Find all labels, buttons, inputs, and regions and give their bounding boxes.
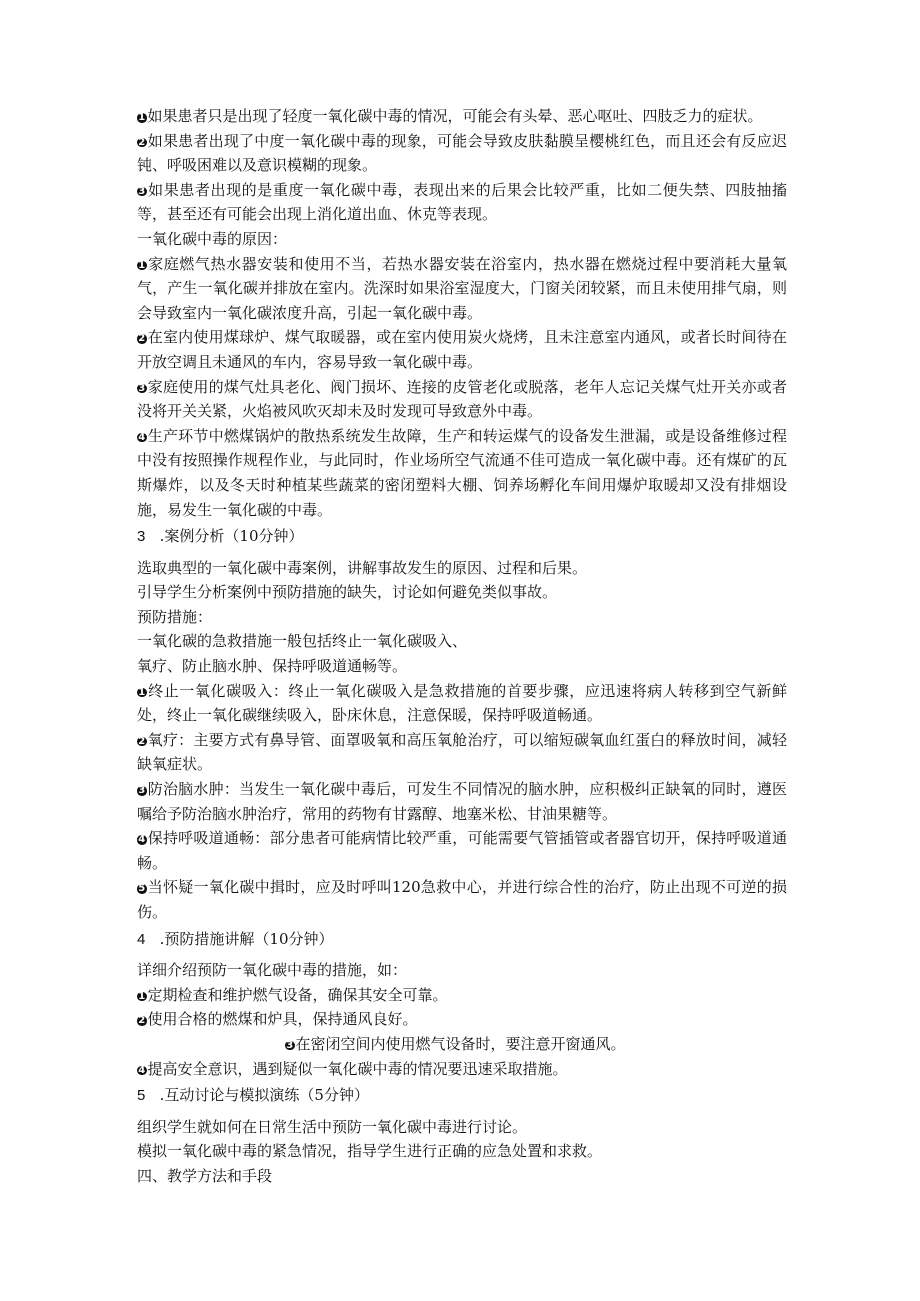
prevention-text-2: 使用合格的燃煤和炉具，保持通风良好。 [147,1010,418,1029]
case-line-4: 一氧化碳的急救措施一般包括终止一氧化碳吸入、 [137,632,468,651]
first-aid-item-3 [137,777,787,826]
bullet-1-icon: 1 [138,990,146,1002]
severity-text-1: 如果患者只是出现了轻度一氧化碳中毒的情况，可能会有头晕、恶心呕吐、四肢乏力的症状。 [147,107,763,125]
first-aid-item-1 [137,679,787,728]
prevention-text-1: 定期检查和维护燃气设备，确保其安全可靠。 [147,985,448,1004]
bullet-3-icon: 3 [286,1039,294,1051]
cause-item-4 [137,424,787,522]
cause-text-1: 家庭燃气热水器安装和使用不当，若热水器安装在浴室内，热水器在燃烧过程中要消耗大量氧气，产生一氧化碳并排放在室内。洗深时如果浴室湿度大，门窗关闭较紧，而且未使用排气扇，则会导致室内一氧化碳浓度升高，引起一氧化碳中毒。 [137,254,787,322]
heading-text: .案例分析（10分钟） [159,527,304,546]
bullet-1-icon: 1 [138,686,146,698]
severity-item-2 [137,129,787,178]
bullet-2-icon: 2 [138,136,146,148]
case-line-2: 引导学生分析案例中预防措施的缺失，讨论如何避免类似事故。 [137,583,558,602]
first-aid-item-5 [137,875,787,924]
cause-text-2: 在室内使用煤球炉、煤气取暖器，或在室内使用炭火烧烤，且未注意室内通风，或者长时间待在开放空调且未通风的车内，容易导致一氧化碳中毒。 [137,328,787,371]
prevention-text-3: 在密闭空间内使用燃气设备时，要注意开窗通风。 [295,1034,626,1053]
bullet-2-icon: 2 [138,735,146,747]
severity-text-2: 如果患者出现了中度一氧化碳中毒的现象，可能会导致皮肤黏膜呈樱桃红色，而且还会有反应迟钝、呼吸困难以及意识模糊的现象。 [137,131,787,175]
document-body [137,104,787,1189]
severity-item-3 [137,178,787,227]
bullet-4-icon: 4 [138,834,146,846]
heading-text: .互动讨论与模拟演练（5分钟） [159,1086,369,1105]
heading-number: 5 [137,1087,146,1105]
first-aid-text-2: 氧疗：主要方式有鼻导管、面罩吸氧和高压氧舱治疗，可以缩短碳氧血红蛋白的释放时间，减轻缺氧症状。 [137,730,787,774]
section-heading-4 [137,925,787,959]
case-line-5: 氧疗、防止脑水肿、保持呼吸道通畅等。 [137,657,408,676]
cause-item-1 [137,252,787,326]
cause-item-2 [137,325,787,374]
bullet-2-icon: 2 [138,333,146,345]
first-aid-text-5: 当怀疑一氧化碳中揖时，应及时呼叫120急救中心，并进行综合性的治疗，防止出现不可逆的损伤。 [137,878,787,921]
prevention-item-3 [137,1032,787,1057]
severity-text-3: 如果患者出现的是重度一氧化碳中毒，表现出来的后果会比较严重，比如二便失禁、四肢抽搐等，甚至还有可能会出现上消化道出血、休克等表现。 [137,180,787,224]
cause-text-4: 生产环节中燃煤锅炉的散热系统发生故障，生产和转运煤气的设备发生泄漏，或是设备维修过程中没有按照操作规程作业，与此同时，作业场所空气流通不佳可造成一氧化碳中毒。还有煤矿的瓦斯爆炸，以及冬天时种植某些蔬菜的密闭塑料大棚、饲养场孵化车间用爆炉取暖却又没有排烟设施，易发生一氧化碳的中毒。 [137,426,787,519]
cause-text-3: 家庭使用的煤气灶具老化、阀门损坏、连接的皮管老化或脱落，老年人忘记关煤气灶开关亦或者没将开关关紧，火焰被风吹灭却未及时发现可导致意外中毒。 [137,377,787,421]
bullet-3-icon: 3 [138,382,146,394]
section-heading-5 [137,1081,787,1115]
bullet-4-icon: 4 [138,431,146,443]
bullet-1-icon: 1 [138,259,146,271]
case-line-3: 预防措施： [137,607,213,626]
first-aid-text-1: 终止一氧化碳吸入：终止一氧化碳吸入是急救措施的首要步骤，应迅速将病人转移到空气新鲜处，终止一氧化碳继续吸入，卧床休息，注意保暖，保持呼吸道畅通。 [137,681,787,725]
severity-item-1 [137,104,787,129]
prevention-item-4 [137,1057,787,1082]
bullet-3-icon: 3 [138,185,146,197]
discussion-line-2: 模拟一氧化碳中毒的紧急情况，指导学生进行正确的应急处置和求救。 [137,1142,603,1161]
prevention-item-1 [137,983,787,1008]
first-aid-text-4: 保持呼吸道通畅：部分患者可能病情比较严重，可能需要气管插管或者器官切开，保持呼吸道通畅。 [137,829,787,872]
prevention-text-4: 提高安全意识，遇到疑似一氧化碳中毒的情况要迅速采取措施。 [147,1059,568,1078]
heading-number: 4 [137,930,146,948]
bullet-2-icon: 2 [138,1015,146,1027]
bullet-4-icon: 4 [138,1064,146,1076]
section-heading-3 [137,522,787,556]
prevention-intro: 详细介绍预防一氧化碳中毒的措施，如： [137,961,408,980]
bullet-1-icon: 1 [138,112,146,123]
first-aid-text-3: 防治脑水肿：当发生一氧化碳中毒后，可发生不同情况的脑水肿，应积极纠正缺氧的同时，遵医嘱给予防治脑水肿治疗，常用的药物有甘露醇、地塞米松、甘油果糖等。 [137,780,787,823]
bullet-3-icon: 3 [138,785,146,797]
first-aid-item-4 [137,826,787,875]
discussion-line-1: 组织学生就如何在日常生活中预防一氧化碳中毒进行讨论。 [137,1117,528,1136]
heading-number: 3 [137,528,146,546]
bullet-5-icon: 5 [138,883,146,895]
cause-item-3 [137,375,787,424]
section-four-title: 四、教学方法和手段 [137,1166,273,1185]
case-line-1: 选取典型的一氧化碳中毒案例，讲解事故发生的原因、过程和后果。 [137,558,588,577]
first-aid-item-2 [137,728,787,777]
prevention-item-2 [137,1007,787,1032]
causes-title: 一氧化碳中毒的原因： [137,229,288,248]
heading-text: .预防措施讲解（10分钟） [159,929,334,948]
